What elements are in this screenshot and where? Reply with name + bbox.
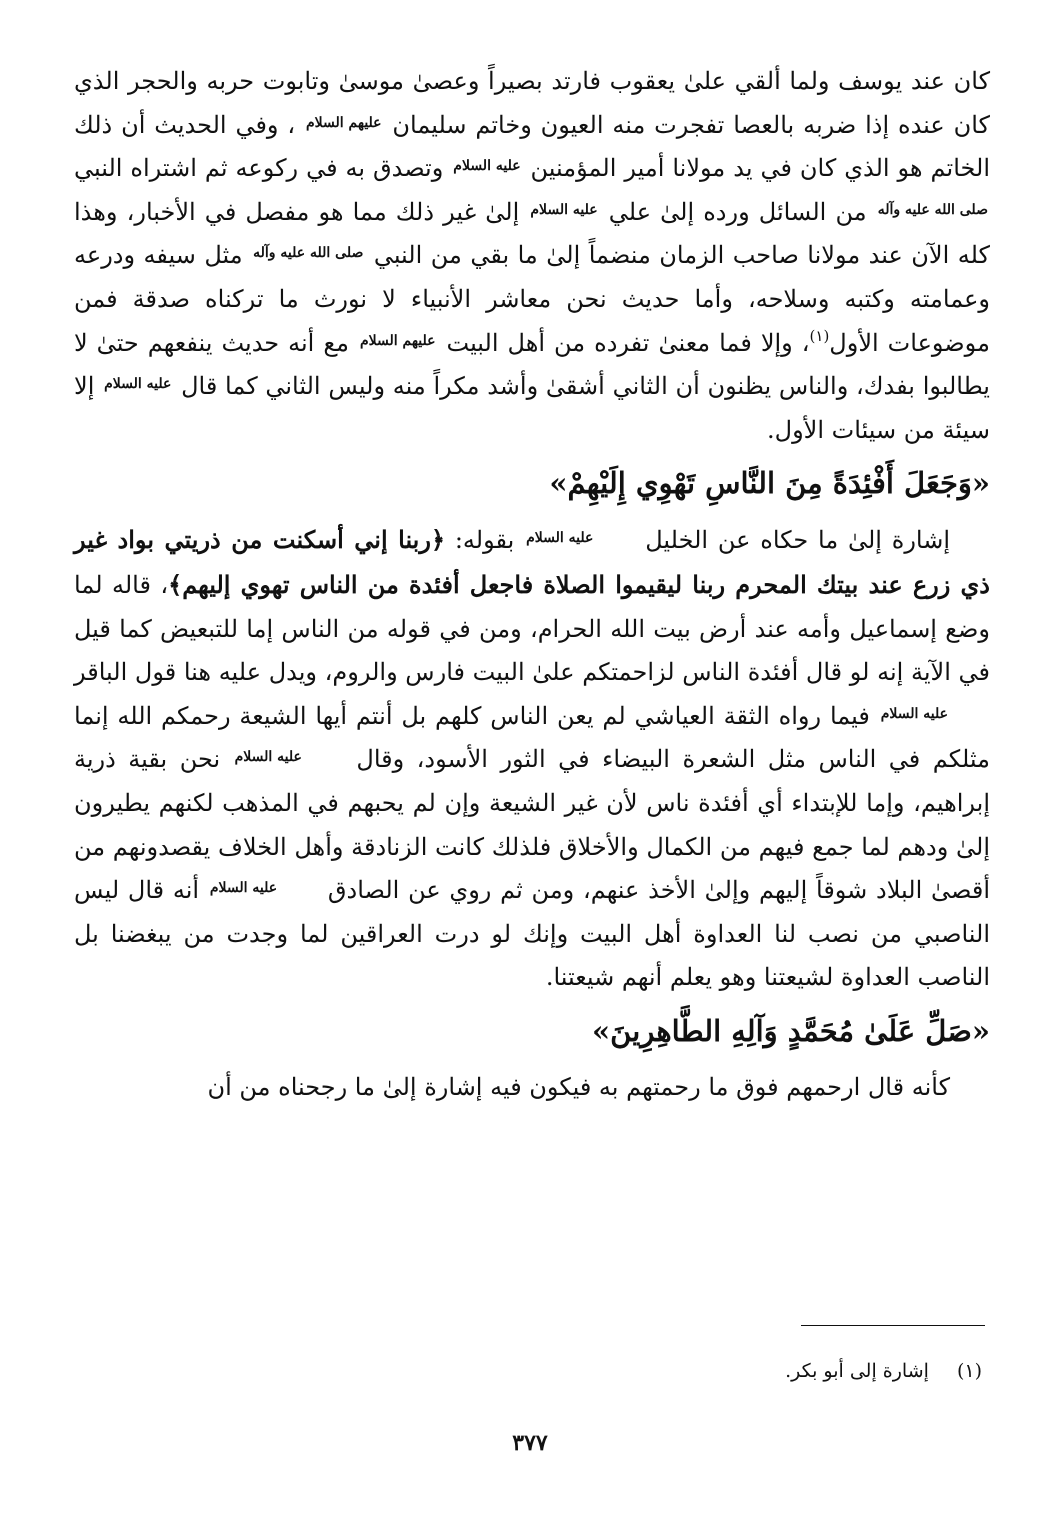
p1-line-3a: الحديث أن ذلك الخاتم هو الذي كان في يد مولانا أمير المؤمنين [74, 110, 990, 183]
p2-after-quote: ، قاله لما وضع إسماعيل وأمه عند أرض بيت الله الحرام، ومن في قوله من الناس إما للتبعيض كما قيل في الآية إنه لو قال أفئدة الناس لزاحمتكم علىٰ البيت فارس والروم، ويدل عليه هنا قول الباقر [74, 570, 990, 687]
honorific-glyph: صلى الله عليه وآله [253, 245, 364, 262]
p2-part-3: نحن بقية ذرية إبراهيم، وإما للإبتداء أي أفئدة ناس لأن غير الشيعة وإن لم يحبهم في المذهب لكنهم يطيرون إلىٰ ودهم لما جمع فيهم من الكمال والأخلاق فلذلك كانت الزنادقة وأهل الخلاف يقصدونهم من أقصىٰ البلاد شوقاً إليهم وإلىٰ الأخذ عنهم، ومن ثم روي عن الصادق [74, 745, 990, 905]
paragraph-2 [74, 518, 990, 1000]
honorific-glyph: عليه السلام [880, 705, 948, 722]
footnote-number: (١) [956, 1360, 982, 1382]
p1-line-9a: أشقىٰ وأشد مكراً منه وليس الثاني كما قال [181, 372, 605, 401]
honorific-glyph: عليه السلام [453, 158, 521, 175]
honorific-glyph: عليه السلام [526, 530, 594, 547]
p2-line-1a: إشارة إلىٰ ما حكاه عن الخليل [645, 526, 951, 555]
p1-line-8b: مع أنه حديث ينفعهم حتىٰ لا يطالبوا بفدك، والناس يظنون أن الثاني [74, 328, 990, 401]
p2-line-1b: بقوله: [454, 526, 515, 555]
p1-line-1: كان عند يوسف ولما ألقي علىٰ يعقوب فارتد بصيراً وعصىٰ موسىٰ وتابوت حربه والحجر [128, 67, 990, 95]
footnote [785, 1356, 982, 1386]
p2-part-2: فيما رواه الثقة العياشي لم يعن الناس كلهم بل أنتم أيها الشيعة رحمكم الله إنما مثلكم في الناس مثل الشعرة البيضاء في الثور الأسود، وقال [74, 701, 990, 774]
honorific-glyph: عليه السلام [104, 376, 172, 393]
p1-line-8a: البيت [446, 328, 499, 357]
p1-line-7b: ، وإلا فما معنىٰ تفرده من أهل [507, 328, 810, 357]
section-heading: «وَجَعَلَ أَفْئِدَةً مِنَ النَّاسِ تَهْوِي إِلَيْهِمْ» [549, 466, 990, 501]
p1-line-2a: الذي كان عنده إذا ضربه بالعصا تفجرت منه العيون وخاتم سليمان [74, 67, 990, 139]
page-body [74, 60, 990, 1109]
honorific-glyph: عليهم السلام [359, 332, 436, 349]
paragraph-3: كأنه قال ارحمهم فوق ما رحمتهم به فيكون فيه إشارة إلىٰ ما رجحناه من أن [207, 1072, 950, 1101]
p1-line-6a: النبي [373, 241, 423, 270]
section-heading: «صَلِّ عَلَىٰ مُحَمَّدٍ وَآلِهِ الطَّاهِرِينَ» [592, 1013, 990, 1048]
paragraph-1 [74, 60, 990, 452]
page-number: ٣٧٧ [512, 1430, 548, 1456]
footnote-divider [801, 1325, 985, 1326]
honorific-glyph: عليه السلام [209, 880, 278, 897]
p1-line-9b: إلا سيئة من سيئات الأول. [74, 372, 990, 444]
p1-line-3b: وتصدق به [345, 154, 444, 183]
p1-line-4a: في ركوعه ثم اشتراه النبي [74, 154, 338, 183]
footnote-text: إشارة إلى أبو بكر. [785, 1360, 929, 1382]
p1-line-6b: مثل سيفه ودرعه وعمامته وكتبه وسلاحه، وأما حديث نحن معاشر الأنبياء [74, 241, 990, 313]
honorific-glyph: عليهم السلام [306, 114, 382, 131]
p1-line-2b: ، وفي [235, 110, 296, 139]
honorific-glyph: صلى الله عليه وآله [877, 201, 988, 218]
p1-line-5: هو مفصل في الأخبار، وهذا كله الآن عند مولانا صاحب الزمان منضماً إلىٰ ما بقي من [74, 197, 990, 270]
footnote-ref[interactable]: (١) [809, 326, 830, 345]
p2-part-4: أنه قال ليس الناصبي من نصب لنا العداوة أهل البيت وإنك لو درت العراقين لما وجدت من يبغضنا بل الناصب العداوة لشيعتنا وهو يعلم أنهم شيعتنا. [74, 876, 990, 992]
honorific-glyph: عليه السلام [234, 749, 302, 766]
p1-line-4c: إلىٰ غير ذلك مما [352, 197, 520, 226]
p1-line-4b: من السائل ورده إلىٰ علي [608, 197, 867, 226]
honorific-glyph: عليه السلام [530, 201, 598, 218]
p1-line-7a: لا نورث ما تركناه صدقة فمن موضوعات الأول [74, 284, 990, 357]
quran-quote: ﴿ربنا إني أسكنت من ذريتي بواد غير ذي زرع عند بيتك المحرم ربنا ليقيموا الصلاة فاجعل أفئدة من الناس تهوي إليهم﴾ [74, 525, 990, 599]
